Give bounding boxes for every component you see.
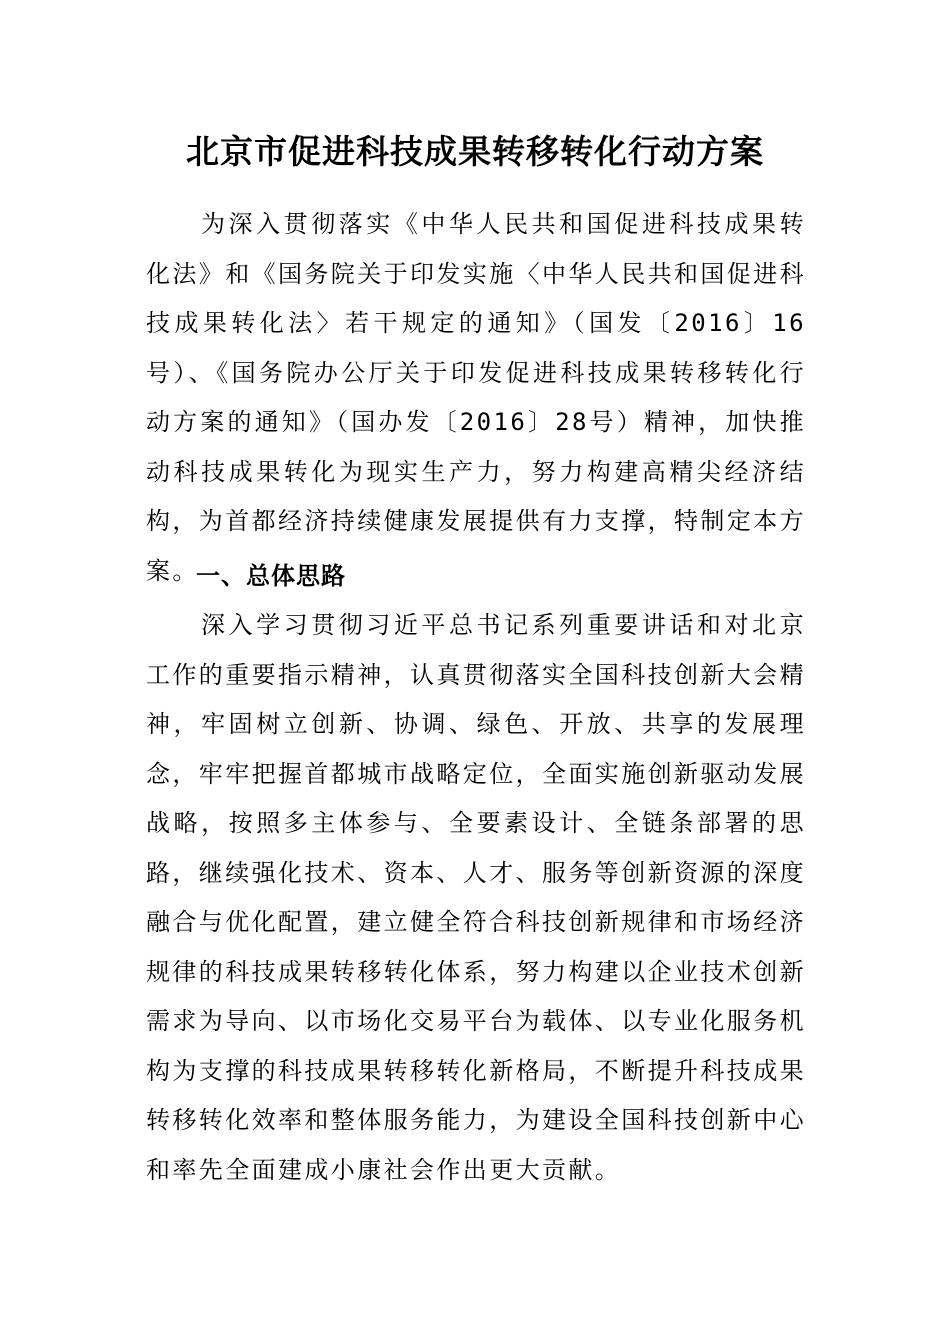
intro-paragraph: 为深入贯彻落实《中华人民共和国促进科技成果转化法》和《国务院关于印发实施〈中华人民共和国促进科技成果转化法〉若干规定的通知》（国发〔2016〕16号）、《国务院办公厅关于印发促进科技成果转移转化行动方案的通知》（国办发〔2016〕28号）精神，加快推动科技成果转化为现实生产力，努力构建高精尖经济结构，为首都经济持续健康发展提供有力支撑，特制定本方案。 xyxy=(146,210,806,585)
document-title: 北京市促进科技成果转移转化行动方案 xyxy=(186,132,764,171)
section-heading-overall-approach: 一、总体思路 xyxy=(196,562,346,590)
overall-approach-paragraph: 深入学习贯彻习近平总书记系列重要讲话和对北京工作的重要指示精神，认真贯彻落实全国科技创新大会精神，牢固树立创新、协调、绿色、开放、共享的发展理念，牢牢把握首都城市战略定位，全面实施创新驱动发展战略，按照多主体参与、全要素设计、全链条部署的思路，继续强化技术、资本、人才、服务等创新资源的深度融合与优化配置，建立健全符合科技创新规律和市场经济规律的科技成果转移转化体系，努力构建以企业技术创新需求为导向、以市场化交易平台为载体、以专业化服务机构为支撑的科技成果转移转化新格局，不断提升科技成果转移转化效率和整体服务能力，为建设全国科技创新中心和率先全面建成小康社会作出更大贡献。 xyxy=(146,611,806,1184)
